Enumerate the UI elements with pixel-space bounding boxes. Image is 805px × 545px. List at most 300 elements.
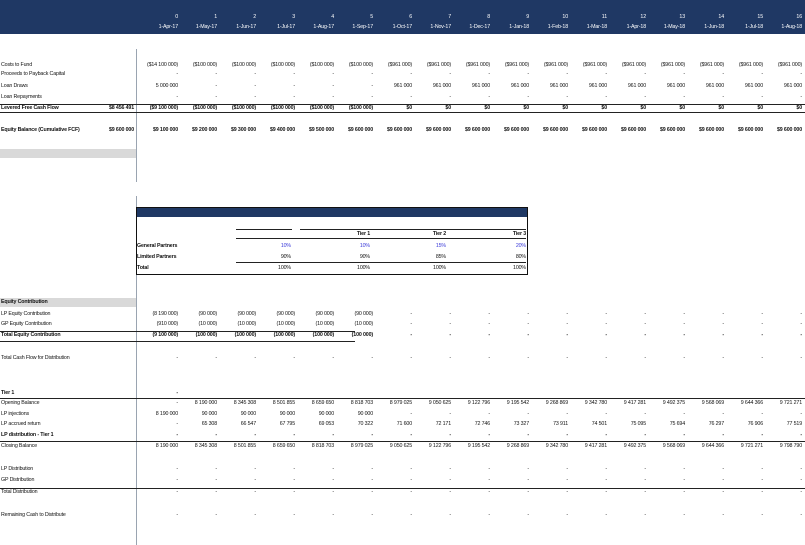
waterfall-value: (90 000) <box>237 311 256 317</box>
waterfall-value: - <box>332 466 334 472</box>
row-value: $9 600 000 <box>347 127 373 133</box>
waterfall-value: - <box>605 321 607 327</box>
gp-lp-value: 100% <box>513 265 526 271</box>
row-value: $0 <box>601 105 607 111</box>
row-value: $9 600 000 <box>737 127 763 133</box>
row-value: 961 000 <box>393 83 412 89</box>
waterfall-value: (10 000) <box>315 321 334 327</box>
gp-lp-header-underline <box>236 229 292 230</box>
waterfall-row-label: Total Equity Contribution <box>1 332 61 338</box>
waterfall-value: 9 644 366 <box>701 443 724 449</box>
waterfall-value: - <box>566 489 568 495</box>
waterfall-value: - <box>215 432 217 438</box>
row-value: $9 600 000 <box>581 127 607 133</box>
waterfall-value: 76 297 <box>708 421 724 427</box>
waterfall-value: - <box>800 321 802 327</box>
waterfall-value: (100 000) <box>351 332 373 338</box>
waterfall-value: - <box>683 411 685 417</box>
waterfall-value: - <box>722 489 724 495</box>
waterfall-value: - <box>644 311 646 317</box>
waterfall-value: 73 327 <box>513 421 529 427</box>
waterfall-value: - <box>371 355 373 361</box>
waterfall-value: 66 547 <box>240 421 256 427</box>
date-cell: 1-Nov-17 <box>430 24 451 30</box>
waterfall-value: 8 979 025 <box>389 400 412 406</box>
row-value: - <box>488 71 490 77</box>
row-value: 961 000 <box>627 83 646 89</box>
waterfall-value: - <box>371 466 373 472</box>
waterfall-value: - <box>488 489 490 495</box>
waterfall-value: - <box>761 411 763 417</box>
waterfall-value: 76 906 <box>747 421 763 427</box>
row-value: - <box>254 83 256 89</box>
row-value: - <box>527 94 529 100</box>
waterfall-value: - <box>176 355 178 361</box>
row-value: - <box>176 94 178 100</box>
waterfall-value: - <box>293 355 295 361</box>
waterfall-value: (10 000) <box>237 321 256 327</box>
row-value: - <box>488 94 490 100</box>
waterfall-value: - <box>644 411 646 417</box>
row-divider <box>0 441 805 442</box>
waterfall-value: - <box>800 432 802 438</box>
row-value: ($100 000) <box>309 62 334 68</box>
row-value: - <box>215 94 217 100</box>
row-value: - <box>176 71 178 77</box>
waterfall-value: 8 979 025 <box>350 443 373 449</box>
waterfall-value: - <box>644 466 646 472</box>
waterfall-value: 90 000 <box>201 411 217 417</box>
waterfall-value: - <box>644 432 646 438</box>
waterfall-value: - <box>527 411 529 417</box>
period-cell: 13 <box>679 14 685 20</box>
irr-band <box>0 149 136 158</box>
gp-lp-value: 90% <box>280 254 291 260</box>
waterfall-value: - <box>254 512 256 518</box>
date-cell: 1-Dec-17 <box>469 24 490 30</box>
waterfall-value: - <box>644 355 646 361</box>
waterfall-row-label: LP injections <box>1 411 29 417</box>
waterfall-value: - <box>215 489 217 495</box>
row-value: $9 500 000 <box>308 127 334 133</box>
waterfall-value: - <box>761 489 763 495</box>
period-cell: 16 <box>796 14 802 20</box>
waterfall-value: - <box>449 489 451 495</box>
gp-lp-row-label: General Partners <box>137 243 178 249</box>
waterfall-value: 9 417 281 <box>584 443 607 449</box>
waterfall-row-label: Opening Balance <box>1 400 40 406</box>
waterfall-value: (10 000) <box>198 321 217 327</box>
row-value: - <box>410 71 412 77</box>
waterfall-row-label: GP Equity Contribution <box>1 321 52 327</box>
row-value: $9 600 000 <box>776 127 802 133</box>
waterfall-value: - <box>761 332 763 338</box>
row-value: - <box>410 94 412 100</box>
row-value: ($961 000) <box>777 62 802 68</box>
gp-lp-title <box>137 208 527 217</box>
waterfall-value: 9 492 375 <box>623 443 646 449</box>
waterfall-value: 9 050 625 <box>389 443 412 449</box>
waterfall-value: - <box>449 512 451 518</box>
waterfall-value: - <box>332 355 334 361</box>
row-value: $0 <box>796 105 802 111</box>
row-value: $9 600 000 <box>542 127 568 133</box>
waterfall-value: 75 095 <box>630 421 646 427</box>
row-value: $0 <box>445 105 451 111</box>
date-cell: 1-Oct-17 <box>392 24 412 30</box>
row-value: - <box>644 94 646 100</box>
waterfall-value: 90 000 <box>279 411 295 417</box>
row-divider <box>0 398 805 399</box>
waterfall-value: - <box>449 355 451 361</box>
row-value: - <box>332 83 334 89</box>
row-value: 961 000 <box>666 83 685 89</box>
period-cell: 0 <box>175 14 178 20</box>
row-value: 961 000 <box>432 83 451 89</box>
row-value: $9 600 000 <box>503 127 529 133</box>
waterfall-value: - <box>293 466 295 472</box>
row-value: ($961 000) <box>699 62 724 68</box>
row-value: - <box>293 83 295 89</box>
waterfall-value: - <box>488 466 490 472</box>
row-value: ($961 000) <box>543 62 568 68</box>
row-value: $0 <box>640 105 646 111</box>
waterfall-value: (100 000) <box>273 332 295 338</box>
waterfall-value: 8 501 855 <box>272 400 295 406</box>
waterfall-row-label: Remaining Cash to Distribute <box>1 512 66 518</box>
gp-lp-value: 90% <box>359 254 370 260</box>
waterfall-value: 9 050 625 <box>428 400 451 406</box>
row-value: - <box>332 71 334 77</box>
waterfall-row-label: LP accrued return <box>1 421 41 427</box>
waterfall-value: 9 721 271 <box>740 443 763 449</box>
period-cell: 3 <box>292 14 295 20</box>
waterfall-value: 70 322 <box>357 421 373 427</box>
date-cell: 1-Sep-17 <box>352 24 373 30</box>
row-value: ($961 000) <box>660 62 685 68</box>
waterfall-value: - <box>605 411 607 417</box>
waterfall-row-label: LP Distribution <box>1 466 34 472</box>
row-divider <box>0 341 355 342</box>
period-cell: 12 <box>640 14 646 20</box>
row-value: $0 <box>718 105 724 111</box>
row-label: Levered Free Cash Flow <box>1 105 59 111</box>
waterfall-value: - <box>254 489 256 495</box>
waterfall-value: - <box>254 355 256 361</box>
waterfall-value: (910 000) <box>156 321 178 327</box>
row-value: $0 <box>562 105 568 111</box>
waterfall-value: - <box>488 477 490 483</box>
period-cell: 8 <box>487 14 490 20</box>
waterfall-value: - <box>176 421 178 427</box>
waterfall-row-label: LP distribution - Tier 1 <box>1 432 54 438</box>
waterfall-value: - <box>683 466 685 472</box>
waterfall-value: 8 345 308 <box>233 400 256 406</box>
waterfall-value: - <box>722 321 724 327</box>
row-value: ($961 000) <box>465 62 490 68</box>
waterfall-value: 8 818 703 <box>350 400 373 406</box>
waterfall-value: - <box>449 477 451 483</box>
waterfall-value: - <box>527 432 529 438</box>
tier-header: Tier 2 <box>432 231 446 237</box>
waterfall-value: - <box>800 355 802 361</box>
waterfall-value: - <box>722 466 724 472</box>
row-value: ($100 000) <box>348 105 373 111</box>
waterfall-value: 9 644 366 <box>740 400 763 406</box>
date-cell: 1-Mar-18 <box>586 24 607 30</box>
waterfall-value: (90 000) <box>276 311 295 317</box>
waterfall-value: - <box>722 512 724 518</box>
waterfall-value: - <box>566 332 568 338</box>
waterfall-value: - <box>371 432 373 438</box>
waterfall-row-label: Tier 1 <box>1 390 15 396</box>
waterfall-value: - <box>293 512 295 518</box>
row-value: $0 <box>523 105 529 111</box>
row-label: Costs to Fund <box>1 62 33 68</box>
row-value: $9 600 000 <box>698 127 724 133</box>
row-value: 961 000 <box>588 83 607 89</box>
row-value: ($100 000) <box>231 62 256 68</box>
waterfall-value: - <box>293 489 295 495</box>
waterfall-value: - <box>683 489 685 495</box>
waterfall-value: - <box>215 466 217 472</box>
waterfall-value: 67 795 <box>279 421 295 427</box>
date-cell: 1-Apr-17 <box>158 24 178 30</box>
waterfall-row-label: Equity Contribution <box>1 299 48 305</box>
waterfall-value: 8 818 703 <box>311 443 334 449</box>
row-value: $9 600 000 <box>620 127 646 133</box>
waterfall-value: - <box>410 432 412 438</box>
waterfall-value: 9 721 271 <box>779 400 802 406</box>
period-cell: 6 <box>409 14 412 20</box>
waterfall-value: - <box>527 489 529 495</box>
row-value: - <box>800 71 802 77</box>
waterfall-value: 65 308 <box>201 421 217 427</box>
waterfall-value: - <box>644 321 646 327</box>
row-value: ($961 000) <box>738 62 763 68</box>
waterfall-value: - <box>761 466 763 472</box>
row-value: 961 000 <box>510 83 529 89</box>
waterfall-row-label: GP Distribution <box>1 477 35 483</box>
waterfall-value: - <box>293 477 295 483</box>
waterfall-value: - <box>800 332 802 338</box>
waterfall-value: - <box>527 466 529 472</box>
waterfall-value: 9 268 869 <box>506 443 529 449</box>
row-value: - <box>293 94 295 100</box>
waterfall-value: - <box>683 477 685 483</box>
waterfall-value: - <box>449 321 451 327</box>
row-divider <box>0 112 805 113</box>
waterfall-row-label: LP Equity Contribution <box>1 311 51 317</box>
waterfall-value: - <box>527 332 529 338</box>
date-cell: 1-Aug-18 <box>781 24 802 30</box>
waterfall-value: - <box>722 477 724 483</box>
row-value: ($100 000) <box>192 105 217 111</box>
waterfall-value: - <box>761 432 763 438</box>
waterfall-value: - <box>722 411 724 417</box>
waterfall-value: 74 501 <box>591 421 607 427</box>
waterfall-value: - <box>332 432 334 438</box>
waterfall-value: - <box>683 512 685 518</box>
waterfall-value: - <box>605 512 607 518</box>
waterfall-value: - <box>605 311 607 317</box>
waterfall-value: 72 171 <box>435 421 451 427</box>
waterfall-value: - <box>176 512 178 518</box>
waterfall-value: - <box>371 477 373 483</box>
row-value: $0 <box>484 105 490 111</box>
row-value: ($961 000) <box>621 62 646 68</box>
gp-lp-value: 15% <box>435 243 446 249</box>
row-value: $0 <box>406 105 412 111</box>
waterfall-value: - <box>215 477 217 483</box>
waterfall-value: 9 195 542 <box>467 443 490 449</box>
row-value: - <box>215 83 217 89</box>
waterfall-value: - <box>566 411 568 417</box>
row-divider <box>236 262 526 263</box>
waterfall-value: - <box>449 311 451 317</box>
waterfall-value: - <box>761 311 763 317</box>
waterfall-value: - <box>800 512 802 518</box>
gp-lp-row-label: Limited Partners <box>137 254 177 260</box>
waterfall-row-label: Total Distribution <box>1 489 38 495</box>
gp-lp-value: 100% <box>278 265 291 271</box>
row-value: - <box>761 71 763 77</box>
waterfall-value: - <box>527 477 529 483</box>
row-value: $9 600 000 <box>386 127 412 133</box>
waterfall-row-label: Total Cash Flow for Distribution <box>1 355 70 361</box>
row-value: - <box>371 94 373 100</box>
period-cell: 10 <box>562 14 568 20</box>
row-value: $9 600 000 <box>425 127 451 133</box>
waterfall-value: (90 000) <box>354 311 373 317</box>
waterfall-value: - <box>449 432 451 438</box>
waterfall-value: - <box>410 477 412 483</box>
waterfall-value: - <box>410 332 412 338</box>
row-total: $8 456 491 <box>108 105 134 111</box>
row-value: ($100 000) <box>270 62 295 68</box>
date-cell: 1-Jan-18 <box>509 24 529 30</box>
waterfall-value: - <box>644 332 646 338</box>
gp-lp-value: 80% <box>515 254 526 260</box>
waterfall-value: 9 195 542 <box>506 400 529 406</box>
waterfall-value: 72 746 <box>474 421 490 427</box>
waterfall-value: - <box>488 512 490 518</box>
row-divider <box>0 331 355 332</box>
waterfall-value: 9 568 069 <box>701 400 724 406</box>
tier-header: Tier 3 <box>512 231 526 237</box>
waterfall-value: - <box>800 311 802 317</box>
period-cell: 4 <box>331 14 334 20</box>
waterfall-value: (100 000) <box>312 332 334 338</box>
row-value: - <box>527 71 529 77</box>
row-value: 5 000 000 <box>155 83 178 89</box>
waterfall-value: - <box>566 512 568 518</box>
waterfall-value: - <box>488 321 490 327</box>
waterfall-value: - <box>566 311 568 317</box>
waterfall-value: - <box>254 477 256 483</box>
gp-lp-row-label: Total <box>137 265 149 271</box>
row-value: - <box>215 71 217 77</box>
waterfall-value: 9 492 375 <box>662 400 685 406</box>
waterfall-value: - <box>605 466 607 472</box>
waterfall-value: - <box>488 355 490 361</box>
row-total: $9 600 000 <box>108 127 134 133</box>
gp-lp-value: 85% <box>435 254 446 260</box>
waterfall-value: - <box>176 432 178 438</box>
waterfall-value: 8 345 308 <box>194 443 217 449</box>
period-cell: 11 <box>601 14 607 20</box>
row-value: $9 600 000 <box>464 127 490 133</box>
row-value: ($100 000) <box>231 105 256 111</box>
waterfall-value: 77 519 <box>786 421 802 427</box>
waterfall-value: 73 911 <box>553 421 568 427</box>
waterfall-value: - <box>215 512 217 518</box>
row-value: $9 400 000 <box>269 127 295 133</box>
row-value: - <box>605 71 607 77</box>
row-value: - <box>800 94 802 100</box>
waterfall-value: - <box>527 321 529 327</box>
waterfall-value: - <box>761 321 763 327</box>
row-value: $0 <box>757 105 763 111</box>
waterfall-value: - <box>332 477 334 483</box>
waterfall-value: 90 000 <box>240 411 256 417</box>
date-cell: 1-May-17 <box>195 24 217 30</box>
waterfall-value: 9 798 790 <box>779 443 802 449</box>
row-value: - <box>683 94 685 100</box>
row-value: ($961 000) <box>582 62 607 68</box>
waterfall-value: - <box>800 466 802 472</box>
row-value: ($961 000) <box>387 62 412 68</box>
waterfall-value: - <box>488 432 490 438</box>
waterfall-value: - <box>527 512 529 518</box>
period-cell: 1 <box>214 14 217 20</box>
row-value: - <box>644 71 646 77</box>
row-value: - <box>683 71 685 77</box>
waterfall-value: - <box>410 321 412 327</box>
date-cell: 1-Jul-17 <box>277 24 295 30</box>
waterfall-value: 71 600 <box>396 421 412 427</box>
period-cell: 15 <box>757 14 763 20</box>
row-value: ($9 100 000) <box>149 105 178 111</box>
waterfall-value: - <box>566 355 568 361</box>
row-label: Loan Draws <box>1 83 28 89</box>
waterfall-value: - <box>254 466 256 472</box>
row-value: - <box>722 94 724 100</box>
waterfall-value: - <box>527 355 529 361</box>
row-value: $9 300 000 <box>230 127 256 133</box>
row-value: $9 100 000 <box>152 127 178 133</box>
row-value: - <box>566 94 568 100</box>
row-value: - <box>566 71 568 77</box>
waterfall-value: - <box>332 489 334 495</box>
waterfall-value: 69 053 <box>318 421 334 427</box>
row-value: ($961 000) <box>426 62 451 68</box>
gp-lp-value: 20% <box>515 243 526 249</box>
waterfall-value: - <box>488 411 490 417</box>
waterfall-value: 8 190 000 <box>194 400 217 406</box>
date-cell: 1-Jul-18 <box>745 24 763 30</box>
waterfall-value: - <box>644 512 646 518</box>
row-label: Loan Repayments <box>1 94 42 100</box>
date-cell: 1-Apr-18 <box>626 24 646 30</box>
waterfall-value: - <box>800 411 802 417</box>
waterfall-value: - <box>722 355 724 361</box>
row-value: 961 000 <box>549 83 568 89</box>
row-value: - <box>605 94 607 100</box>
waterfall-value: - <box>176 466 178 472</box>
waterfall-value: 9 268 869 <box>545 400 568 406</box>
waterfall-value: - <box>176 489 178 495</box>
